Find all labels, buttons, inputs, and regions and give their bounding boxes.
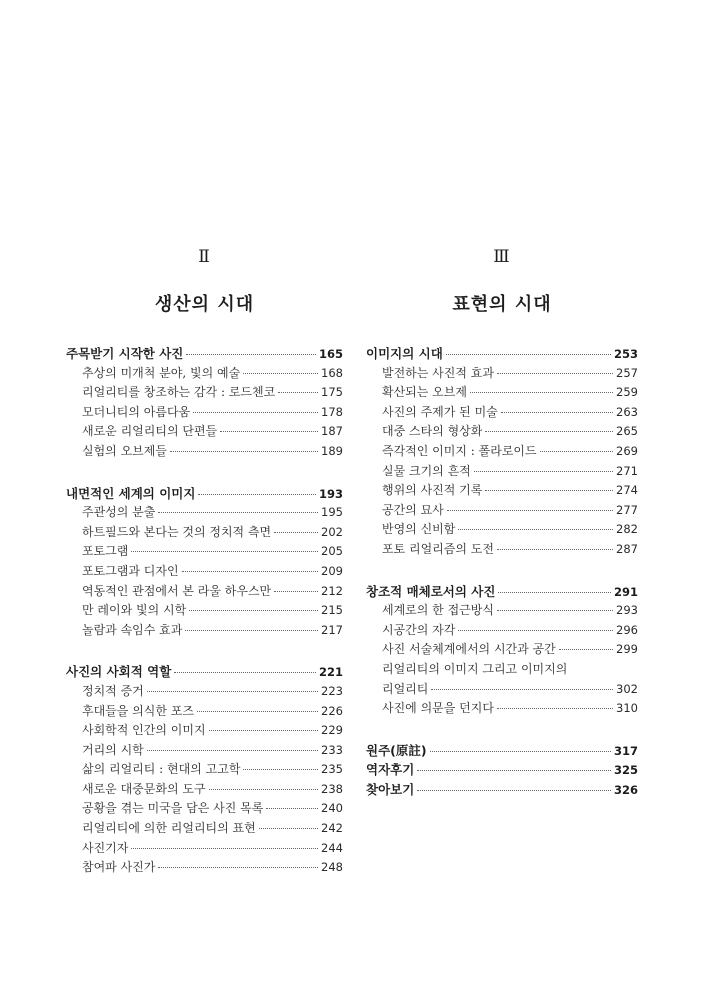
part-ii-column [66,244,343,878]
leader-dots [131,551,318,552]
toc-entry-title: 후대들을 의식한 포즈 [82,703,194,718]
toc-page-number: 178 [321,404,343,419]
toc-page-number: 259 [616,385,638,400]
leader-dots [220,431,318,432]
toc-section-title: 원주(原註) [366,742,427,758]
leader-dots [170,451,318,452]
leader-dots [158,867,318,868]
toc-entry [66,422,343,442]
toc-page-number: 229 [321,723,343,738]
toc-entry-title: 역동적인 관점에서 본 라울 하우스만 [82,583,272,598]
leader-dots [446,354,611,355]
part-title: 생산의 시대 [154,294,255,315]
leader-dots [147,750,318,751]
leader-dots [278,392,318,393]
toc-entry-title: 참여파 사진가 [82,860,156,875]
toc-entry-title: 리얼리티의 이미지 그리고 이미지의 [382,661,568,676]
toc-entry [66,819,343,839]
toc-entry-title: 실험의 오브제들 [82,443,167,458]
toc-entry-title: 리얼리티 [382,681,429,696]
toc-entry [66,364,343,384]
leader-dots [193,412,318,413]
part-iii-column [366,244,638,799]
toc-page-number: 287 [616,541,638,556]
toc-entry-title: 실물 크기의 흔적 [382,463,471,478]
toc-section-title: 사진의 사회적 역할 [66,664,172,680]
toc-entry-title: 만 레이와 빛의 시학 [82,603,187,618]
toc-entry [66,702,343,722]
toc-page-number: 248 [321,860,343,875]
toc-section-heading [366,344,638,364]
toc-entry [66,562,343,582]
leader-dots [209,789,318,790]
toc-entry-title: 사진 서술체계에서의 시간과 공간 [382,642,556,657]
leader-dots [485,431,613,432]
toc-entry [66,403,343,423]
toc-page-number: 202 [321,524,343,539]
leader-dots [174,672,316,673]
toc-entry-title: 리얼리티를 창조하는 감각 : 로드첸코 [82,385,276,400]
leader-dots [198,494,316,495]
toc-entry-title: 발전하는 사진적 효과 [382,365,494,380]
leader-dots [458,630,613,631]
toc-entry [366,520,638,540]
toc-entry [66,542,343,562]
leader-dots [430,751,611,752]
toc-page-number: 299 [616,642,638,657]
leader-dots [186,354,316,355]
toc-page-number: 189 [321,443,343,458]
leader-dots [447,510,613,511]
toc-entry [66,601,343,621]
toc-page-number: 282 [616,522,638,537]
toc-entry-title: 사진의 주제가 된 미술 [382,404,498,419]
leader-dots [474,471,613,472]
toc-endmatter-entry [366,741,638,761]
toc-entry [66,799,343,819]
leader-dots [182,571,318,572]
toc-entry-title: 사진에 의문을 던지다 [382,701,494,716]
toc-entry-title: 즉각적인 이미지 : 폴라로이드 [382,443,537,458]
toc-page-number: 168 [321,365,343,380]
toc-entry-title: 세계로의 한 접근방식 [382,603,494,618]
toc-page-number: 253 [613,347,638,361]
leader-dots [185,630,318,631]
leader-dots [501,412,613,413]
toc-entry [66,721,343,741]
toc-page-number: 226 [321,703,343,718]
toc-entry [66,383,343,403]
toc-section-title: 내면적인 세계의 이미지 [66,485,196,501]
toc-entry [66,780,343,800]
section-spacer [366,560,638,582]
toc-page-number: 205 [321,544,343,559]
toc-page-number: 195 [321,505,343,520]
toc-entry [366,660,638,680]
leader-dots [274,591,318,592]
toc-page-number: 269 [616,443,638,458]
toc-page-number: 325 [613,763,638,778]
leader-dots [497,549,613,550]
toc-page-number: 233 [321,742,343,757]
toc-page-number: 326 [613,782,638,797]
toc-entry [366,540,638,560]
toc-page-number: 242 [321,821,343,836]
leader-dots [497,610,613,611]
part-numeral: Ⅲ [493,247,511,267]
toc-page-number: 291 [613,584,638,599]
leader-dots [274,532,318,533]
toc-page-number: 235 [321,762,343,777]
toc-entry-title: 정치적 증거 [82,683,144,698]
section-spacer [366,719,638,741]
toc-page-number: 223 [321,683,343,698]
toc-entry [366,621,638,641]
toc-page-number: 238 [321,781,343,796]
toc-page-number: 215 [321,603,343,618]
toc-entry-title: 거리의 시학 [82,742,144,757]
toc-page-number: 271 [616,463,638,478]
toc-entry-title: 리얼리티에 의한 리얼리티의 표현 [82,821,256,836]
toc-page-number: 217 [321,622,343,637]
toc-entry-title: 대중 스타의 형상화 [382,424,483,439]
leader-dots [189,610,318,611]
toc-entry [366,501,638,521]
toc-entry [366,680,638,700]
leader-dots [498,592,611,593]
toc-entry [366,462,638,482]
toc-section-title: 주목받기 시작한 사진 [66,346,184,361]
leader-dots [158,512,318,513]
leader-dots [497,708,613,709]
toc-section-heading [66,662,343,682]
toc-entry [66,760,343,780]
toc-page-number: 317 [613,743,638,758]
toc-page-number: 263 [616,404,638,419]
leader-dots [417,790,611,791]
toc-page-number: 193 [318,486,343,501]
leader-dots [559,649,613,650]
toc-page-number: 165 [318,347,343,361]
toc-entry-title: 사회학적 인간의 이미지 [82,723,206,738]
toc-page-number: 212 [321,583,343,598]
part-numeral: Ⅱ [198,247,211,267]
toc-entry [366,601,638,621]
toc-endmatter-entry [366,760,638,780]
toc-entry-title: 포토그램 [82,544,129,559]
leader-dots [431,689,613,690]
end-matter [366,741,638,800]
toc-entry [66,523,343,543]
toc-entry [66,442,343,462]
toc-entry-title: 새로운 리얼리티의 단편들 [82,424,218,439]
section-spacer [66,640,343,662]
toc-page-number: 293 [616,603,638,618]
toc-section-title: 창조적 매체로서의 사진 [366,583,496,599]
leader-dots [485,490,613,491]
part-title: 표현의 시대 [452,294,552,315]
toc-entry-title: 공간의 묘사 [382,502,444,517]
toc-page-number: 240 [321,801,343,816]
toc-page-number: 277 [616,502,638,517]
toc-entry [66,582,343,602]
toc-entry-title: 포토 리얼리즘의 도전 [382,541,494,556]
leader-dots [458,529,613,530]
leader-dots [266,808,318,809]
toc-section-title: 역자후기 [366,762,415,778]
leader-dots [470,392,613,393]
toc-page-number: 296 [616,622,638,637]
toc-entry [66,741,343,761]
toc-endmatter-entry [366,780,638,800]
toc-entry [366,699,638,719]
leader-dots [243,769,318,770]
leader-dots [540,451,613,452]
toc-entry-title: 행위의 사진적 기록 [382,483,483,498]
toc-entry-title: 사진기자 [82,840,129,855]
toc-page-number: 187 [321,424,343,439]
toc-page-number: 221 [318,665,343,680]
toc-entry-title: 주관성의 분출 [82,505,156,520]
toc-entry-title: 놀람과 속임수 효과 [82,622,183,637]
leader-dots [131,848,318,849]
toc-page-number: 302 [616,681,638,696]
toc-entry-title: 하트필드와 본다는 것의 정치적 측면 [82,524,272,539]
toc-entry-title: 공황을 겪는 미국을 담은 사진 목록 [82,801,264,816]
toc-entry-title: 모더니티의 아름다움 [82,404,191,419]
leader-dots [417,770,611,771]
toc-section-title: 찾아보기 [366,781,415,797]
toc-entry [66,839,343,859]
toc-page-number: 274 [616,483,638,498]
leader-dots [243,373,318,374]
toc-entry-title: 확산되는 오브제 [382,385,467,400]
leader-dots [197,711,318,712]
toc-entry [66,858,343,878]
toc-entry-title: 반영의 신비함 [382,522,456,537]
toc-entry-title: 추상의 미개척 분야, 빛의 예술 [82,365,241,380]
toc-entry [366,403,638,423]
leader-dots [209,730,318,731]
toc-page-number: 175 [321,385,343,400]
section-spacer [66,462,343,484]
toc-entry [366,640,638,660]
toc-page-number: 244 [321,840,343,855]
toc-entry-title: 시공간의 자각 [382,622,456,637]
toc-entry-title: 삶의 리얼리티 : 현대의 고고학 [82,762,241,777]
toc-entry [366,364,638,384]
toc-entry [366,383,638,403]
toc-section-heading [66,484,343,504]
leader-dots [147,691,318,692]
toc-entry [66,621,343,641]
toc-entry [66,682,343,702]
leader-dots [497,373,613,374]
toc-section-title: 이미지의 시대 [366,346,443,361]
toc-entry [66,503,343,523]
toc-entry [366,481,638,501]
toc-entry [366,422,638,442]
toc-entry-title: 새로운 대중문화의 도구 [82,781,206,796]
toc-section-heading [66,344,343,364]
toc-section-heading [366,582,638,602]
toc-page-number: 265 [616,424,638,439]
toc-page-number: 209 [321,563,343,578]
toc-page-number: 257 [616,365,638,380]
toc-entry [366,442,638,462]
leader-dots [259,828,318,829]
toc-page-number: 310 [616,701,638,716]
toc-entry-title: 포토그램과 디자인 [82,563,179,578]
